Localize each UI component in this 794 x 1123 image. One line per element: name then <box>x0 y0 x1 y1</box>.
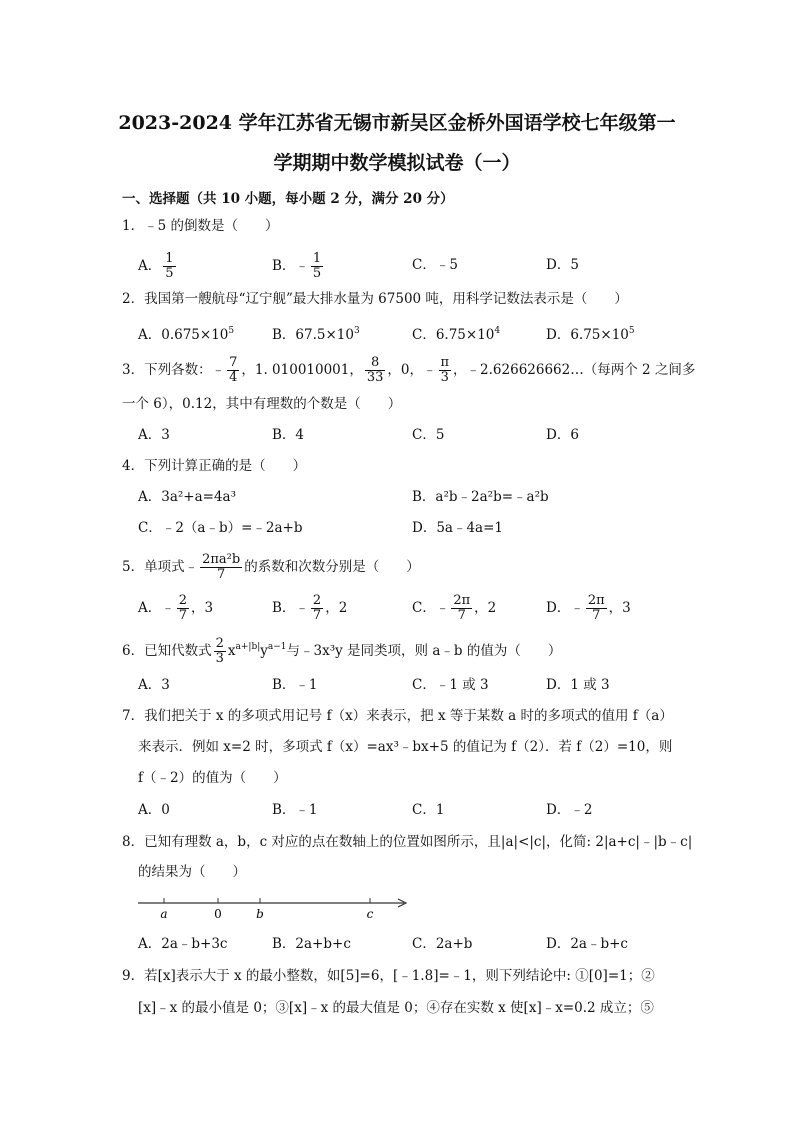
q4-stem: 4．下列计算正确的是（ ） <box>122 458 307 474</box>
q7-option-b: B．﹣1 <box>272 802 318 818</box>
q4-option-c: C．﹣2（a﹣b）=﹣2a+b <box>138 520 303 536</box>
q1-option-c: C．﹣5 <box>412 257 458 273</box>
q3-option-d: D．6 <box>546 427 579 443</box>
q7-stem-line2: 来表示．例如 x=2 时，多项式 f（x）=ax³﹣bx+5 的值记为 f（2）．若 f（2）=10，则 <box>138 739 673 755</box>
q7-stem-line3: f（﹣2）的值为（ ） <box>138 770 287 786</box>
label-c: c <box>366 907 374 921</box>
number-line-figure <box>136 889 416 923</box>
q7-stem-line1: 7．我们把关于 x 的多项式用记号 f（x）来表示，把 x 等于某数 a 时的多项式的值用 f（a） <box>122 708 673 724</box>
q9-stem-line1: 9．若[x]表示大于 x 的最小整数，如[5]=6，[﹣1.8]=﹣1，则下列结论中: ①[0]=1；② <box>122 968 655 984</box>
q6-stem: 6．已知代数式 $\frac{2}{3}$ $x^{a+|b|}y^{a-1}$与﹣3x³y 是同类项，则 a﹣b 的值为（ ） <box>122 636 562 666</box>
q2-option-b: B．$67.5\times 10^3$ <box>272 326 360 343</box>
q2-stem: 2．我国第一艘航母“辽宁舰”最大排水量为 67500 吨，用科学记数法表示是（ ） <box>122 291 628 307</box>
label-b: b <box>256 907 264 921</box>
q5-stem: 5．单项式﹣ $\frac{\text{2πa²b}}{7}$ 的系数和次数分别是（ ） <box>122 552 420 582</box>
q8-option-a: A．2a﹣b+3c <box>138 936 228 952</box>
q2-option-a: A．$0.675\times 10^5$ <box>138 326 235 343</box>
q9-stem-line2: [x]﹣x 的最小值是 0；③[x]﹣x 的最大值是 0；④存在实数 x 使[x]﹣x=0.2 成立；⑤ <box>138 1000 654 1016</box>
q3-option-c: C．5 <box>412 427 445 443</box>
q3-stem-line1: 3．下列各数：﹣ $\frac{7}{4}$ ，1. 010010001， $\frac{8}{33}$ ，0，﹣ $\frac{\pi}{3}$ ，﹣2.626626662…（每两个 2 之间多 <box>122 355 696 385</box>
q6-option-b: B．﹣1 <box>272 677 318 693</box>
q5-option-a: A．﹣ $\frac{2}{7}$ ，3 <box>138 593 214 623</box>
q1-option-d: D．5 <box>546 257 579 273</box>
q8-option-c: C．2a+b <box>412 936 473 952</box>
label-a: a <box>160 907 168 921</box>
q1-option-b: B．﹣ $\frac{1}{5}$ <box>272 251 322 281</box>
q8-option-b: B．2a+b+c <box>272 936 351 952</box>
q8-stem-line1: 8．已知有理数 a，b，c 对应的点在数轴上的位置如图所示，且|a|<|c|，化简: 2|a+c|﹣|b﹣c| <box>122 834 693 850</box>
q5-option-b: B．﹣ $\frac{2}{7}$ ，2 <box>272 593 348 623</box>
q5-option-d: D．﹣ $\frac{2\pi}{7}$ ，3 <box>546 593 631 623</box>
q8-stem-line2: 的结果为（ ） <box>138 864 246 880</box>
q4-option-a: A．3a²+a=4a³ <box>138 489 237 505</box>
q6-option-a: A．3 <box>138 677 170 693</box>
q7-option-c: C．1 <box>412 802 445 818</box>
q7-option-d: D．﹣2 <box>546 802 593 818</box>
q4-option-b: B．a²b﹣2a²b=﹣a²b <box>412 489 549 505</box>
q1-stem: 1．﹣5 的倒数是（ ） <box>122 218 279 234</box>
q3-option-a: A．3 <box>138 427 170 443</box>
label-0: 0 <box>214 907 222 921</box>
q5-option-c: C．﹣ $\frac{2\pi}{7}$ ，2 <box>412 593 497 623</box>
q6-option-d: D．1 或 3 <box>546 677 610 693</box>
exam-title-line1: 2023-2024 学年江苏省无锡市新吴区金桥外国语学校七年级第一 <box>118 112 676 134</box>
exam-title-line2: 学期期中数学模拟试卷（一） <box>273 152 521 174</box>
q4-option-d: D．5a﹣4a=1 <box>412 520 503 536</box>
q2-option-c: C．$6.75\times 10^4$ <box>412 326 501 343</box>
q8-option-d: D．2a﹣b+c <box>546 936 628 952</box>
section-heading: 一、选择题（共 10 小题，每小题 2 分，满分 20 分） <box>122 191 454 207</box>
q3-stem-line2: 一个 6），0.12，其中有理数的个数是（ ） <box>122 396 402 412</box>
q3-option-b: B．4 <box>272 427 305 443</box>
q7-option-a: A．0 <box>138 802 170 818</box>
q2-option-d: D．$6.75\times 10^5$ <box>546 326 635 343</box>
q1-option-a: A． $\frac{1}{5}$ <box>138 251 174 281</box>
q6-option-c: C．﹣1 或 3 <box>412 677 489 693</box>
